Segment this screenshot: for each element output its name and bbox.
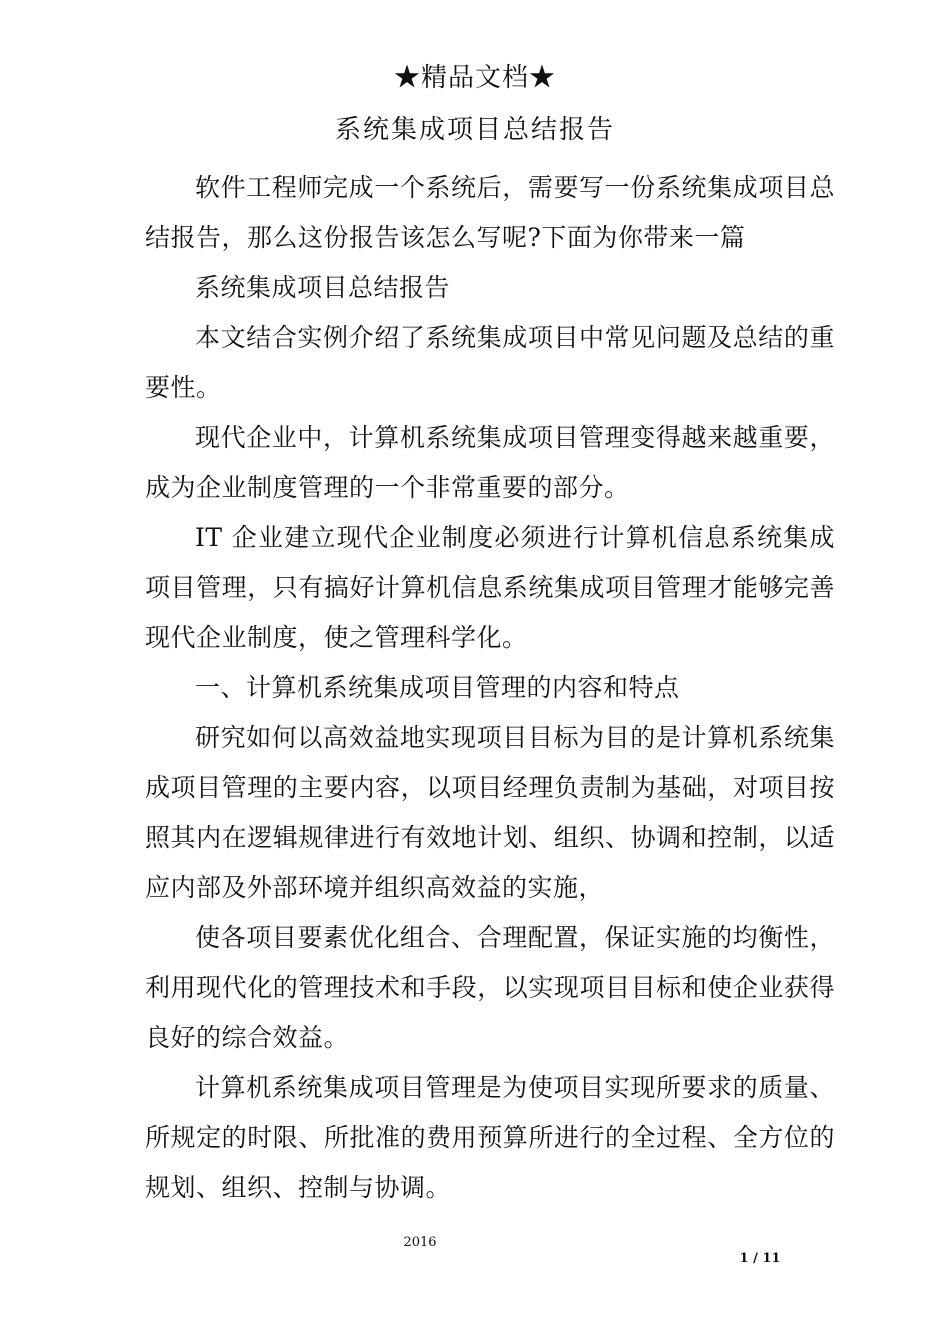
document-title: 系统集成项目总结报告 bbox=[334, 115, 615, 145]
paragraph-importance: 现代企业中，计算机系统集成项目管理变得越来越重要，成为企业制度管理的一个非常重要的部分。 bbox=[145, 423, 835, 502]
paragraph-it-enterprise: IT 企业建立现代企业制度必须进行计算机信息系统集成项目管理，只有搞好计算机信息系统集成项目管理才能够完善现代企业制度，使之管理科学化。 bbox=[145, 523, 835, 652]
paragraph-definition: 计算机系统集成项目管理是为使项目实现所要求的质量、所规定的时限、所批准的费用预算所进行的全过程、全方位的规划、组织、控制与协调。 bbox=[145, 1073, 835, 1202]
document-body bbox=[145, 163, 835, 1213]
paragraph-subtitle: 系统集成项目总结报告 bbox=[195, 273, 451, 302]
paragraph-abstract: 本文结合实例介绍了系统集成项目中常见问题及总结的重要性。 bbox=[145, 323, 835, 402]
page-number: 1 / 11 bbox=[739, 1251, 781, 1266]
footer-year: 2016 bbox=[403, 1235, 437, 1250]
section-heading-1: 一、计算机系统集成项目管理的内容和特点 bbox=[195, 673, 680, 702]
paragraph-content: 研究如何以高效益地实现项目目标为目的是计算机系统集成项目管理的主要内容，以项目经理负责制为基础，对项目按照其内在逻辑规律进行有效地计划、组织、协调和控制，以适应内部及外部环境并组织高效益的实施， bbox=[145, 723, 835, 902]
header-mark: ★精品文档★ bbox=[393, 63, 556, 93]
paragraph-intro: 软件工程师完成一个系统后，需要写一份系统集成项目总结报告，那么这份报告该怎么写呢?下面为你带来一篇 bbox=[145, 173, 835, 252]
paragraph-optimization: 使各项目要素优化组合、合理配置，保证实施的均衡性，利用现代化的管理技术和手段，以实现项目目标和使企业获得良好的综合效益。 bbox=[145, 923, 835, 1052]
